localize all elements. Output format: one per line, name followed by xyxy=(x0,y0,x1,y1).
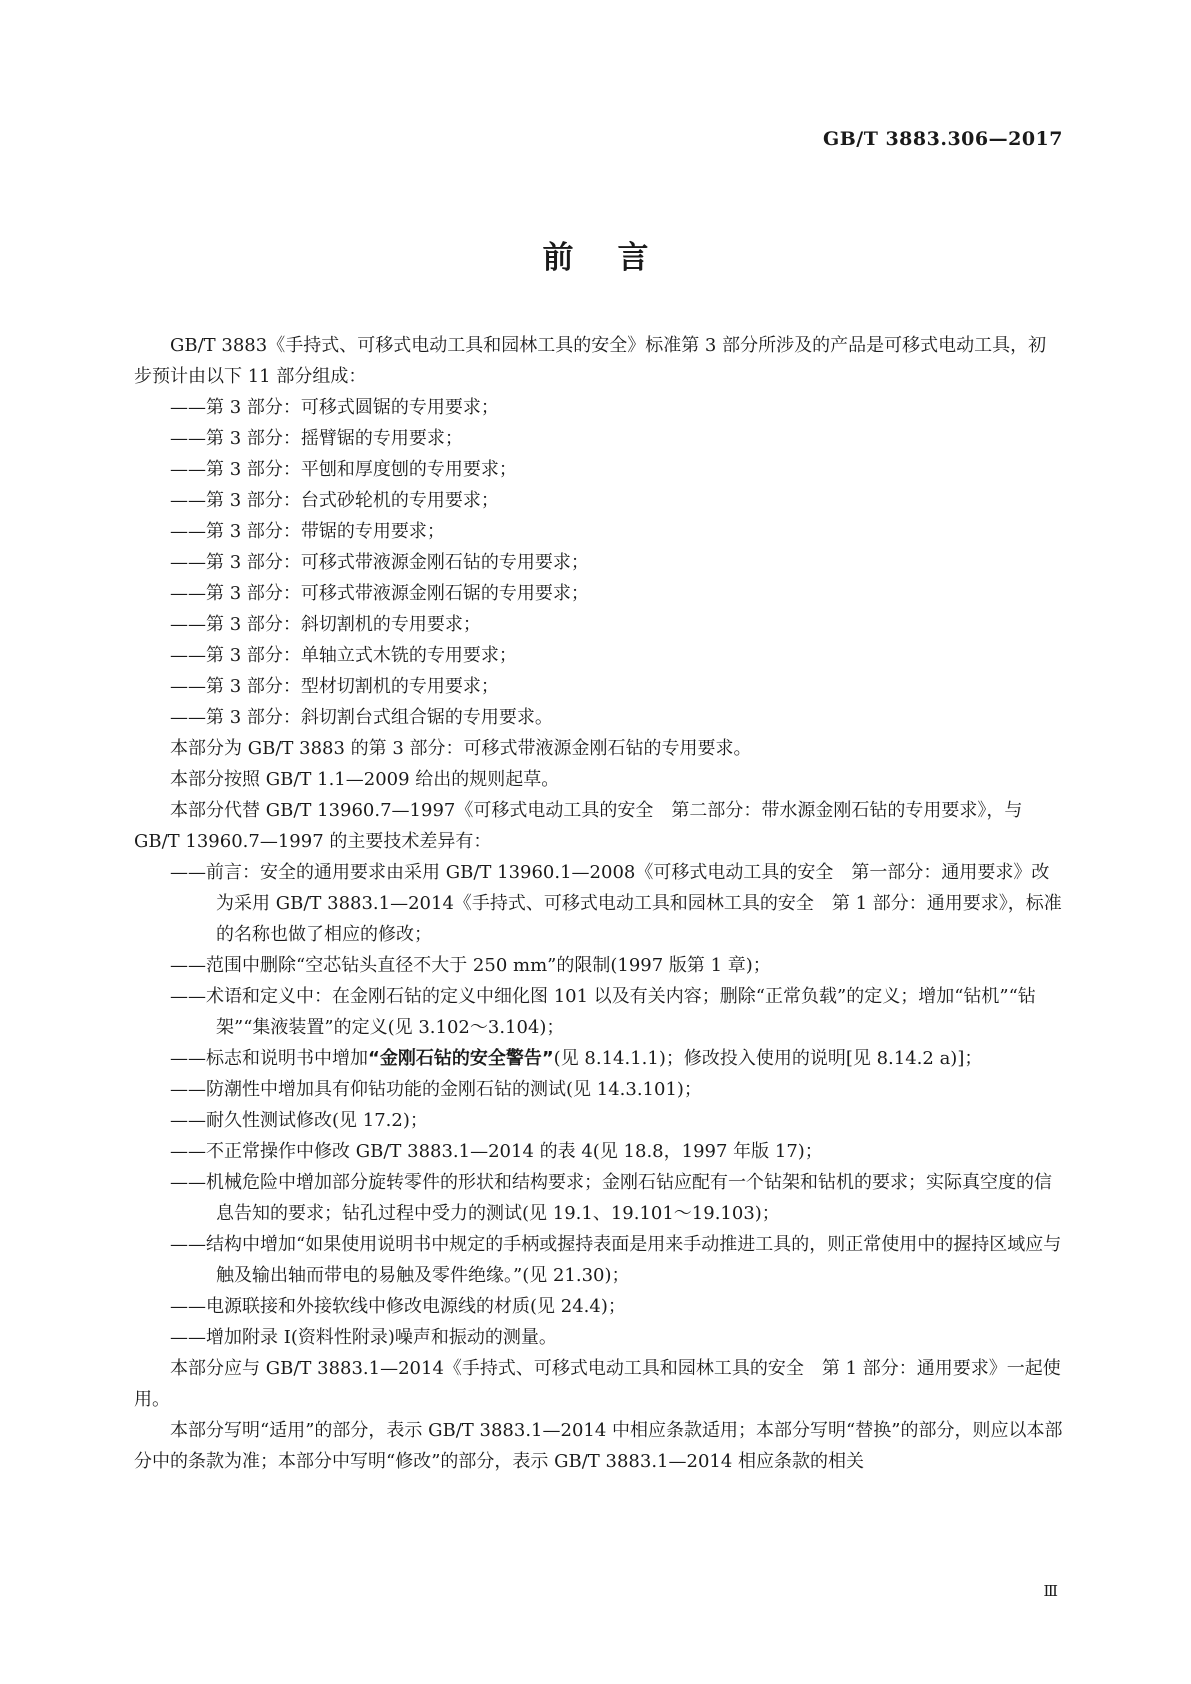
list-item: ——第 3 部分：斜切割台式组合锯的专用要求。 xyxy=(170,707,553,728)
list-item: ——第 3 部分：型材切割机的专用要求； xyxy=(170,676,499,697)
list-item: ——机械危险中增加部分旋转零件的形状和结构要求；金刚石钻应配有一个钻架和钻机的要求；实际真空度的信息告知的要求；钻孔过程中受力的测试(见 19.1、19.101～19.103)； xyxy=(170,1172,1052,1224)
document-code: GB/T 3883.306—2017 xyxy=(822,128,1063,150)
list-item: ——不正常操作中修改 GB/T 3883.1—2014 的表 4(见 18.8，1997 年版 17)； xyxy=(170,1141,823,1162)
change-text: (见 8.14.1.1)；修改投入使用的说明[见 8.14.2 a)]； xyxy=(553,1048,983,1069)
list-item: ——第 3 部分：斜切割机的专用要求； xyxy=(170,614,481,635)
change-text: ——标志和说明书中增加 xyxy=(170,1048,368,1069)
applicability-paragraph: 本部分写明“适用”的部分，表示 GB/T 3883.1—2014 中相应条款适用；本部分写明“替换”的部分，则应以本部分中的条款为准；本部分中写明“修改”的部分，表示 GB/T 3883.1—2014 相应条款的相关 xyxy=(134,1420,1063,1472)
emphasized-warning-title: “金刚石钻的安全警告” xyxy=(368,1048,554,1069)
list-item: ——前言：安全的通用要求由采用 GB/T 13960.1—2008《可移式电动工具的安全 第一部分：通用要求》改为采用 GB/T 3883.1—2014《手持式、可移式电动工具和园林工具的安全 第 1 部分：通用要求》，标准的名称也做了相应的修改； xyxy=(170,862,1062,945)
list-item: ——防潮性中增加具有仰钻功能的金刚石钻的测试(见 14.3.101)； xyxy=(170,1079,702,1100)
list-item: ——第 3 部分：摇臂锯的专用要求； xyxy=(170,428,463,449)
list-item: ——耐久性测试修改(见 17.2)； xyxy=(170,1110,428,1131)
list-item: ——术语和定义中：在金刚石钻的定义中细化图 101 以及有关内容；删除“正常负载”的定义；增加“钻机”“钻架”“集液装置”的定义(见 3.102～3.104)； xyxy=(170,986,1036,1038)
document-body xyxy=(134,330,1063,1477)
list-item: ——第 3 部分：可移式带液源金刚石钻的专用要求； xyxy=(170,552,589,573)
list-item: ——第 3 部分：平刨和厚度刨的专用要求； xyxy=(170,459,517,480)
list-item xyxy=(134,1043,1063,1074)
list-item: ——结构中增加“如果使用说明书中规定的手柄或握持表面是用来手动推进工具的，则正常使用中的握持区域应与触及输出轴而带电的易触及零件绝缘。”(见 21.30)； xyxy=(170,1234,1062,1286)
page-number: Ⅲ xyxy=(1043,1582,1058,1600)
changes-list xyxy=(134,857,1063,1353)
list-item: ——第 3 部分：台式砂轮机的专用要求； xyxy=(170,490,499,511)
usage-paragraph: 本部分应与 GB/T 3883.1—2014《手持式、可移式电动工具和园林工具的安全 第 1 部分：通用要求》一起使用。 xyxy=(134,1358,1061,1410)
list-item: ——增加附录 I(资料性附录)噪声和振动的测量。 xyxy=(170,1327,557,1348)
intro-paragraph: GB/T 3883《手持式、可移式电动工具和园林工具的安全》标准第 3 部分所涉及的产品是可移式电动工具，初步预计由以下 11 部分组成： xyxy=(134,335,1047,387)
list-item: ——第 3 部分：带锯的专用要求； xyxy=(170,521,445,542)
list-item: ——电源联接和外接软线中修改电源线的材质(见 24.4)； xyxy=(170,1296,626,1317)
drafting-rule-paragraph: 本部分按照 GB/T 1.1—2009 给出的规则起草。 xyxy=(170,769,560,790)
list-item: ——第 3 部分：可移式带液源金刚石锯的专用要求； xyxy=(170,583,589,604)
page-title: 前言 xyxy=(542,240,693,276)
parts-list xyxy=(134,392,1063,733)
list-item: ——第 3 部分：单轴立式木铣的专用要求； xyxy=(170,645,517,666)
list-item: ——范围中删除“空芯钻头直径不大于 250 mm”的限制(1997 版第 1 章)； xyxy=(170,955,771,976)
list-item: ——第 3 部分：可移式圆锯的专用要求； xyxy=(170,397,499,418)
replacement-paragraph: 本部分代替 GB/T 13960.7—1997《可移式电动工具的安全 第二部分：带水源金刚石钻的专用要求》，与 GB/T 13960.7—1997 的主要技术差异有： xyxy=(134,800,1023,852)
part-paragraph: 本部分为 GB/T 3883 的第 3 部分：可移式带液源金刚石钻的专用要求。 xyxy=(170,738,752,759)
